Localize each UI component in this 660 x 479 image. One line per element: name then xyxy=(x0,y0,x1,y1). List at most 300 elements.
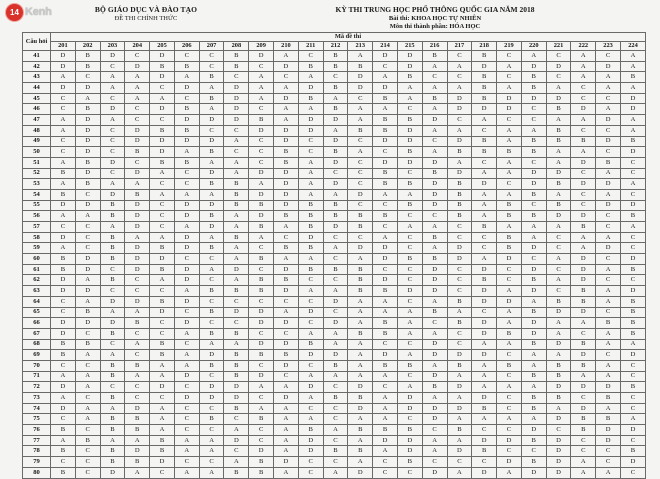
answer-cell: D xyxy=(546,211,571,222)
answer-cell: A xyxy=(596,83,621,94)
answer-cell: A xyxy=(397,350,422,361)
question-number: 50 xyxy=(23,147,51,158)
answer-cell: D xyxy=(174,232,199,243)
answer-cell: C xyxy=(51,136,76,147)
answer-cell: B xyxy=(596,393,621,404)
answer-cell: C xyxy=(521,446,546,457)
answer-cell: A xyxy=(323,339,348,350)
answer-cell: C xyxy=(125,51,150,62)
answer-cell: A xyxy=(75,275,100,286)
question-number: 54 xyxy=(23,189,51,200)
answer-cell: D xyxy=(75,115,100,126)
answer-cell: C xyxy=(373,467,398,478)
answer-cell: A xyxy=(521,125,546,136)
answer-cell: B xyxy=(323,211,348,222)
answer-cell: D xyxy=(75,136,100,147)
answer-cell: D xyxy=(100,467,125,478)
answer-cell: C xyxy=(249,296,274,307)
answer-cell: D xyxy=(447,403,472,414)
answer-cell: D xyxy=(323,350,348,361)
answer-cell: D xyxy=(199,115,224,126)
answer-cell: A xyxy=(274,83,299,94)
answer-cell: D xyxy=(521,286,546,297)
answer-cell: C xyxy=(447,222,472,233)
answer-cell: D xyxy=(199,350,224,361)
answer-cell: B xyxy=(150,243,175,254)
answer-cell: A xyxy=(497,157,522,168)
answer-cell: D xyxy=(150,457,175,468)
answer-cell: B xyxy=(546,296,571,307)
answer-cell: A xyxy=(373,72,398,83)
answer-cell: C xyxy=(497,179,522,190)
answer-cell: D xyxy=(348,83,373,94)
answer-cell: A xyxy=(199,157,224,168)
answer-cell: A xyxy=(323,93,348,104)
answer-cell: D xyxy=(224,393,249,404)
answer-cell: A xyxy=(397,328,422,339)
answer-cell: A xyxy=(422,296,447,307)
table-row xyxy=(23,414,646,425)
question-number: 66 xyxy=(23,318,51,329)
answer-cell: D xyxy=(447,382,472,393)
answer-cell: C xyxy=(373,61,398,72)
answer-cell: B xyxy=(373,286,398,297)
answer-cell: D xyxy=(596,61,621,72)
answer-cell: A xyxy=(323,125,348,136)
answer-cell: C xyxy=(224,318,249,329)
question-number: 58 xyxy=(23,232,51,243)
answer-cell: A xyxy=(571,318,596,329)
answer-cell: C xyxy=(100,93,125,104)
answer-cell: D xyxy=(497,296,522,307)
answer-cell: C xyxy=(199,403,224,414)
answer-cell: A xyxy=(571,51,596,62)
answer-cell: B xyxy=(397,72,422,83)
answer-cell: D xyxy=(199,168,224,179)
answer-cell: D xyxy=(571,350,596,361)
answer-cell: D xyxy=(571,211,596,222)
answer-cell: D xyxy=(274,393,299,404)
answer-cell: B xyxy=(224,179,249,190)
answer-cell: C xyxy=(620,243,645,254)
answer-cell: C xyxy=(150,179,175,190)
answer-cell: D xyxy=(274,339,299,350)
answer-cell: A xyxy=(199,232,224,243)
answer-cell: A xyxy=(174,360,199,371)
answer-cell: A xyxy=(249,179,274,190)
answer-cell: B xyxy=(224,51,249,62)
answer-cell: C xyxy=(249,264,274,275)
answer-cell: B xyxy=(373,115,398,126)
answer-cell: B xyxy=(100,232,125,243)
question-number: 68 xyxy=(23,339,51,350)
question-number: 72 xyxy=(23,382,51,393)
answer-cell: A xyxy=(150,232,175,243)
answer-cell: C xyxy=(596,446,621,457)
answer-cell: B xyxy=(298,339,323,350)
answer-cell: A xyxy=(323,243,348,254)
answer-cell: D xyxy=(373,51,398,62)
answer-cell: A xyxy=(447,83,472,94)
answer-cell: B xyxy=(620,446,645,457)
answer-cell: C xyxy=(298,403,323,414)
answer-cell: D xyxy=(348,467,373,478)
answer-cell: C xyxy=(125,393,150,404)
answer-cell: C xyxy=(100,339,125,350)
answer-cell: C xyxy=(323,254,348,265)
answer-cell: D xyxy=(447,136,472,147)
answer-cell: D xyxy=(224,83,249,94)
answer-cell: D xyxy=(422,371,447,382)
answer-cell: A xyxy=(447,467,472,478)
answer-cell: D xyxy=(224,115,249,126)
answer-cell: A xyxy=(75,414,100,425)
answer-cell: D xyxy=(125,296,150,307)
answer-cell: B xyxy=(546,371,571,382)
answer-cell: B xyxy=(373,125,398,136)
answer-cell: D xyxy=(150,147,175,158)
answer-cell: D xyxy=(75,83,100,94)
answer-cell: A xyxy=(100,83,125,94)
answer-cell: A xyxy=(497,307,522,318)
answer-cell: B xyxy=(373,318,398,329)
answer-cell: B xyxy=(298,211,323,222)
code-cell: 212 xyxy=(323,42,348,51)
answer-cell: A xyxy=(497,286,522,297)
answer-cell: D xyxy=(298,83,323,94)
answer-cell: C xyxy=(447,115,472,126)
code-cell: 219 xyxy=(497,42,522,51)
answer-cell: D xyxy=(397,61,422,72)
answer-cell: A xyxy=(125,83,150,94)
answer-cell: A xyxy=(348,371,373,382)
answer-cell: B xyxy=(546,200,571,211)
answer-cell: B xyxy=(224,189,249,200)
answer-cell: C xyxy=(100,168,125,179)
answer-cell: C xyxy=(397,414,422,425)
question-number: 64 xyxy=(23,296,51,307)
answer-cell: C xyxy=(100,286,125,297)
answer-cell: C xyxy=(174,382,199,393)
answer-cell: C xyxy=(422,425,447,436)
answer-cell: C xyxy=(51,414,76,425)
answer-cell: D xyxy=(150,254,175,265)
answer-cell: C xyxy=(100,61,125,72)
answer-cell: A xyxy=(620,179,645,190)
answer-cell: A xyxy=(150,371,175,382)
answer-cell: B xyxy=(472,147,497,158)
answer-cell: B xyxy=(348,275,373,286)
answer-cell: A xyxy=(497,339,522,350)
answer-cell: B xyxy=(100,243,125,254)
answer-cell: A xyxy=(546,318,571,329)
table-header-row xyxy=(23,33,646,42)
answer-cell: D xyxy=(497,93,522,104)
answer-cell: D xyxy=(274,264,299,275)
answer-cell: B xyxy=(249,115,274,126)
answer-cell: A xyxy=(199,104,224,115)
answer-cell: B xyxy=(422,93,447,104)
answer-cell: D xyxy=(397,286,422,297)
answer-cell: C xyxy=(199,296,224,307)
answer-cell: A xyxy=(51,211,76,222)
answer-cell: B xyxy=(199,307,224,318)
answer-cell: C xyxy=(199,275,224,286)
answer-cell: B xyxy=(620,328,645,339)
answer-cell: D xyxy=(596,382,621,393)
answer-cell: B xyxy=(397,360,422,371)
answer-cell: D xyxy=(472,104,497,115)
header-left xyxy=(86,5,206,22)
answer-cell: D xyxy=(596,136,621,147)
answer-cell: B xyxy=(224,286,249,297)
answer-cell: D xyxy=(323,179,348,190)
answer-cell: D xyxy=(546,382,571,393)
answer-cell: C xyxy=(51,104,76,115)
answer-cell: A xyxy=(546,147,571,158)
answer-cell: B xyxy=(199,414,224,425)
answer-cell: A xyxy=(447,61,472,72)
answer-cell: C xyxy=(100,264,125,275)
table-row xyxy=(23,318,646,329)
answer-cell: B xyxy=(150,446,175,457)
answer-cell: A xyxy=(75,371,100,382)
answer-cell: A xyxy=(298,371,323,382)
answer-cell: A xyxy=(150,189,175,200)
answer-cell: B xyxy=(620,382,645,393)
answer-cell: C xyxy=(620,403,645,414)
answer-cell: D xyxy=(125,211,150,222)
answer-cell: B xyxy=(224,371,249,382)
answer-cell: C xyxy=(249,393,274,404)
answer-cell: D xyxy=(51,275,76,286)
table-row xyxy=(23,179,646,190)
answer-cell: C xyxy=(150,318,175,329)
code-cell: 222 xyxy=(571,42,596,51)
answer-cell: B xyxy=(497,360,522,371)
answer-cell: D xyxy=(224,264,249,275)
answer-cell: D xyxy=(373,157,398,168)
answer-cell: C xyxy=(546,425,571,436)
answer-cell: B xyxy=(150,350,175,361)
answer-cell: D xyxy=(274,168,299,179)
question-number: 75 xyxy=(23,414,51,425)
answer-cell: C xyxy=(620,275,645,286)
answer-cell: A xyxy=(174,286,199,297)
exam-component: Môn thi thành phần: HÓA HỌC xyxy=(389,23,481,30)
answer-cell: A xyxy=(620,222,645,233)
answer-cell: A xyxy=(422,328,447,339)
answer-cell: B xyxy=(51,350,76,361)
answer-cell: C xyxy=(422,457,447,468)
question-number: 80 xyxy=(23,467,51,478)
answer-cell: B xyxy=(546,179,571,190)
answer-cell: B xyxy=(521,147,546,158)
answer-cell: C xyxy=(497,371,522,382)
answer-cell: C xyxy=(472,307,497,318)
answer-cell: C xyxy=(596,211,621,222)
answer-cell: A xyxy=(224,157,249,168)
table-row xyxy=(23,222,646,233)
answer-cell: C xyxy=(150,467,175,478)
answer-cell: D xyxy=(249,339,274,350)
answer-cell: A xyxy=(348,147,373,158)
answer-cell: A xyxy=(447,157,472,168)
question-number: 43 xyxy=(23,72,51,83)
answer-cell: B xyxy=(100,211,125,222)
answer-cell: B xyxy=(125,360,150,371)
answer-cell: B xyxy=(75,61,100,72)
answer-cell: A xyxy=(274,51,299,62)
answer-cell: D xyxy=(373,243,398,254)
exam-name: KỲ THI TRUNG HỌC PHỔ THÔNG QUỐC GIA NĂM 2018 xyxy=(335,5,535,14)
answer-cell: D xyxy=(546,414,571,425)
answer-cell: D xyxy=(472,467,497,478)
answer-cell: B xyxy=(571,222,596,233)
answer-cell: B xyxy=(620,72,645,83)
answer-cell: D xyxy=(397,51,422,62)
answer-cell: D xyxy=(422,350,447,361)
answer-cell: C xyxy=(472,232,497,243)
answer-cell: A xyxy=(274,414,299,425)
answer-cell: C xyxy=(571,168,596,179)
table-row xyxy=(23,403,646,414)
answer-cell: D xyxy=(447,104,472,115)
answer-cell: D xyxy=(174,318,199,329)
answer-cell: D xyxy=(150,136,175,147)
answer-cell: C xyxy=(323,414,348,425)
answer-cell: A xyxy=(472,414,497,425)
answer-cell: B xyxy=(447,211,472,222)
answer-cell: C xyxy=(447,328,472,339)
answer-cell: D xyxy=(422,115,447,126)
answer-cell: B xyxy=(397,200,422,211)
question-number: 77 xyxy=(23,435,51,446)
question-number: 69 xyxy=(23,350,51,361)
answer-cell: C xyxy=(620,168,645,179)
answer-cell: D xyxy=(620,104,645,115)
answer-cell: B xyxy=(348,264,373,275)
answer-cell: D xyxy=(150,104,175,115)
code-row xyxy=(23,42,646,51)
answer-cell: B xyxy=(348,125,373,136)
answer-cell: C xyxy=(596,222,621,233)
answer-cell: D xyxy=(472,393,497,404)
answer-cell: B xyxy=(497,232,522,243)
table-row xyxy=(23,393,646,404)
answer-cell: A xyxy=(125,93,150,104)
answer-cell: A xyxy=(224,275,249,286)
answer-cell: D xyxy=(174,264,199,275)
answer-cell: C xyxy=(472,157,497,168)
answer-cell: A xyxy=(521,222,546,233)
table-row xyxy=(23,72,646,83)
question-number: 45 xyxy=(23,93,51,104)
answer-cell: C xyxy=(199,457,224,468)
answer-cell: C xyxy=(75,457,100,468)
answer-cell: B xyxy=(174,104,199,115)
answer-cell: A xyxy=(298,286,323,297)
answer-cell: C xyxy=(174,307,199,318)
answer-cell: D xyxy=(422,200,447,211)
answer-cell: D xyxy=(75,318,100,329)
answer-cell: A xyxy=(497,318,522,329)
answer-cell: B xyxy=(323,61,348,72)
table-row xyxy=(23,275,646,286)
answer-cell: D xyxy=(571,179,596,190)
answer-cell: A xyxy=(199,467,224,478)
answer-cell: D xyxy=(422,339,447,350)
answer-cell: B xyxy=(521,435,546,446)
answer-cell: B xyxy=(323,147,348,158)
answer-cell: D xyxy=(51,83,76,94)
answer-cell: A xyxy=(323,286,348,297)
answer-cell: A xyxy=(596,360,621,371)
answer-cell: D xyxy=(298,115,323,126)
answer-cell: B xyxy=(75,339,100,350)
question-number: 74 xyxy=(23,403,51,414)
answer-cell: C xyxy=(51,93,76,104)
table-row xyxy=(23,61,646,72)
answer-cell: C xyxy=(620,435,645,446)
answer-cell: C xyxy=(274,232,299,243)
answer-cell: D xyxy=(447,93,472,104)
answer-cell: B xyxy=(100,328,125,339)
answer-cell: B xyxy=(51,339,76,350)
answer-cell: D xyxy=(620,286,645,297)
table-row xyxy=(23,467,646,478)
answer-cell: C xyxy=(373,222,398,233)
answer-cell: D xyxy=(447,243,472,254)
answer-cell: A xyxy=(274,435,299,446)
code-cell: 208 xyxy=(224,42,249,51)
answer-cell: B xyxy=(447,179,472,190)
code-cell: 207 xyxy=(199,42,224,51)
answer-cell: D xyxy=(422,467,447,478)
answer-cell: D xyxy=(497,435,522,446)
answer-cell: A xyxy=(422,83,447,94)
answer-cell: C xyxy=(546,232,571,243)
answer-cell: B xyxy=(620,136,645,147)
answer-cell: A xyxy=(373,446,398,457)
answer-cell: C xyxy=(571,328,596,339)
answer-cell: C xyxy=(249,425,274,436)
answer-cell: C xyxy=(323,307,348,318)
answer-cell: D xyxy=(397,393,422,404)
answer-cell: D xyxy=(546,446,571,457)
answer-cell: C xyxy=(348,200,373,211)
answer-cell: B xyxy=(497,211,522,222)
answer-cell: D xyxy=(472,179,497,190)
answer-cell: D xyxy=(75,286,100,297)
answer-cell: C xyxy=(546,51,571,62)
answer-cell: D xyxy=(422,414,447,425)
answer-cell: A xyxy=(546,157,571,168)
answer-cell: A xyxy=(174,189,199,200)
answer-cell: B xyxy=(546,393,571,404)
answer-cell: D xyxy=(298,435,323,446)
answer-cell: B xyxy=(472,51,497,62)
answer-cell: A xyxy=(546,222,571,233)
answer-cell: C xyxy=(150,286,175,297)
answer-cell: D xyxy=(100,157,125,168)
answer-cell: A xyxy=(348,104,373,115)
table-row xyxy=(23,232,646,243)
answer-cell: B xyxy=(323,393,348,404)
answer-cell: B xyxy=(249,457,274,468)
answer-cell: B xyxy=(100,393,125,404)
answer-cell: C xyxy=(596,275,621,286)
